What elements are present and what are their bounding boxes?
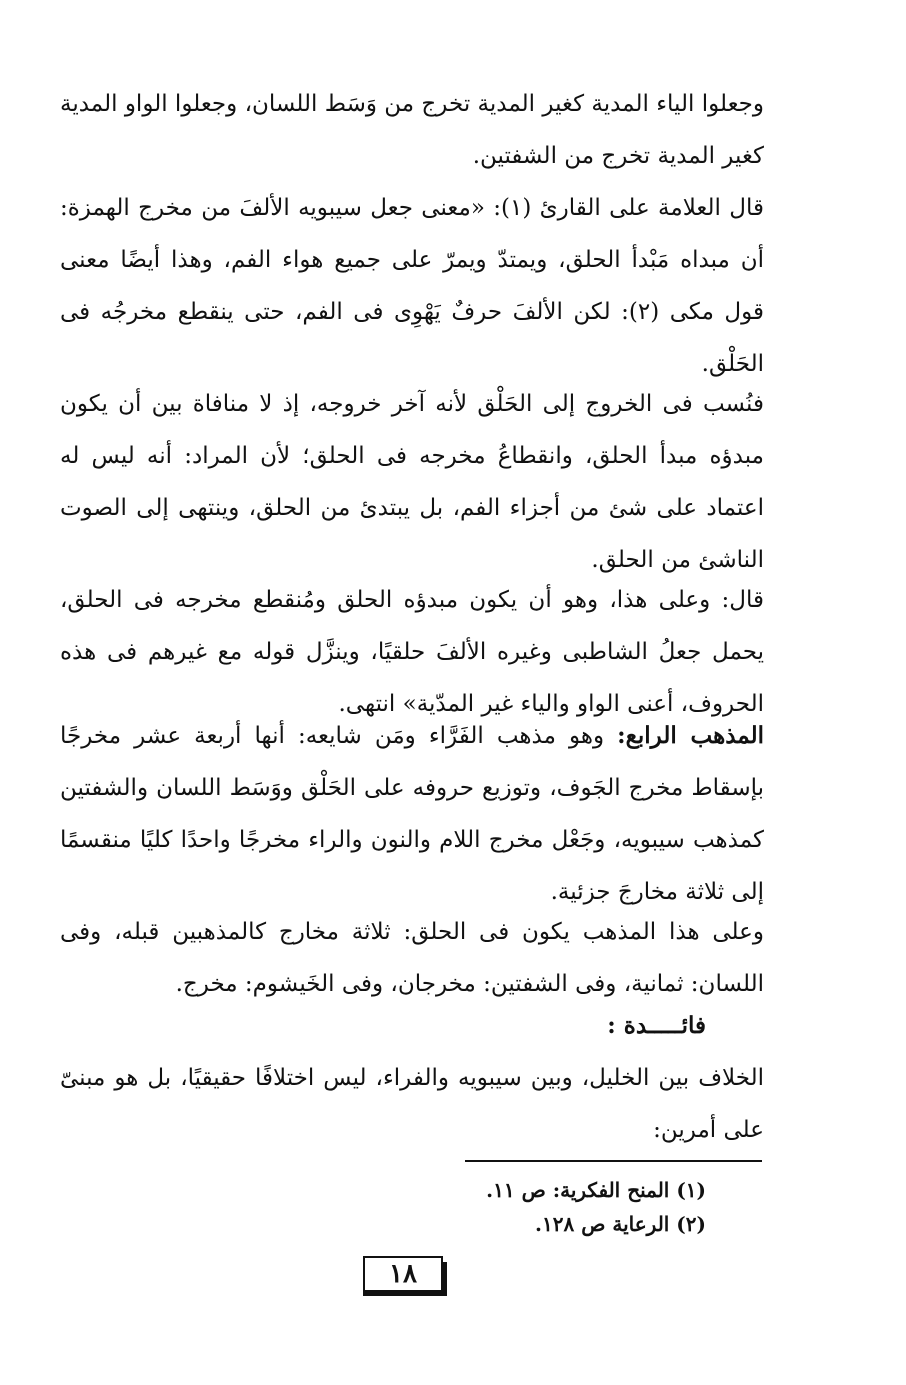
page-number-label: ١٨ — [389, 1259, 417, 1289]
footnote-2: (٢) الرعاية ص ١٢٨. — [535, 1212, 706, 1236]
main-text-quote — [60, 182, 764, 390]
main-text-3 — [60, 378, 764, 586]
closing-paragraph: الخلاف بين الخليل، وبين سيبويه والفراء، ليس اختلافًا حقيقيًا، بل هو مبنىّ على أمرين: — [60, 1065, 764, 1143]
paragraph-3: فنُسب فى الخروج إلى الحَلْق لأنه آخر خروجه، إذ لا منافاة بين أن يكون مبدؤه مبدأ الحلق، وانقطاعُ مخرجه فى الحلق؛ لأن المراد: أنه ليس له اعتماد على شئ من أجزاء الفم، بل يبتدئ من الحلق، وينتهى إلى الصوت الناشئ من الحلق. — [60, 391, 764, 573]
main-text-7 — [60, 1052, 764, 1156]
paragraph-1: وجعلوا الياء المدية كغير المدية تخرج من وَسَط اللسان، وجعلوا الواو المدية كغير المدية تخرج من الشفتين. — [60, 91, 764, 169]
section-lead: المذهب الرابع: — [617, 722, 764, 749]
main-text-6 — [60, 906, 764, 1010]
main-text-4 — [60, 574, 764, 730]
footnote-divider — [465, 1160, 762, 1162]
paragraph-5 — [60, 710, 764, 918]
paragraph-6: وعلى هذا المذهب يكون فى الحلق: ثلاثة مخارج كالمذهبين قبله، وفى اللسان: ثمانية، وفى الشفتين: مخرجان، وفى الخَيشوم: مخرج. — [60, 919, 764, 997]
footnotes — [486, 1173, 706, 1241]
benefit-heading: فائـــــدة : — [607, 1012, 706, 1039]
footnote-1: (١) المنح الفكرية: ص ١١. — [486, 1178, 706, 1202]
main-text-5 — [60, 710, 764, 918]
main-text — [60, 78, 764, 182]
paragraph-2: قال العلامة على القارئ (١): «معنى جعل سيبويه الألفَ من مخرج الهمزة: أن مبداه مَبْدأ الحلق، ويمتدّ ويمرّ على جميع هواء الفم، وهذا أيضًا معنى قول مكى (٢): لكن الألفَ حرفٌ يَهْوِى فى الفم، حتى ينقطع مخرجُه فى الحَلْق. — [60, 195, 764, 377]
paragraph-4: قال: وعلى هذا، وهو أن يكون مبدؤه الحلق ومُنقطع مخرجه فى الحلق، يحمل جعلُ الشاطبى وغيره الألفَ حلقيًا، وينزَّل قوله مع غيرهم فى هذه الحروف، أعنى الواو والياء غير المدّية» انتهى. — [60, 587, 764, 717]
page-number — [363, 1256, 443, 1292]
section-body: وهو مذهب الفَرَّاء ومَن شايعه: أنها أربعة عشر مخرجًا بإسقاط مخرج الجَوف، وتوزيع حروفه على الحَلْق ووَسَط اللسان والشفتين كمذهب سيبويه، وجَعْل مخرج اللام والنون والراء مخرجًا واحدًا كليًا منقسمًا إلى ثلاثة مخارجَ جزئية. — [60, 723, 764, 905]
